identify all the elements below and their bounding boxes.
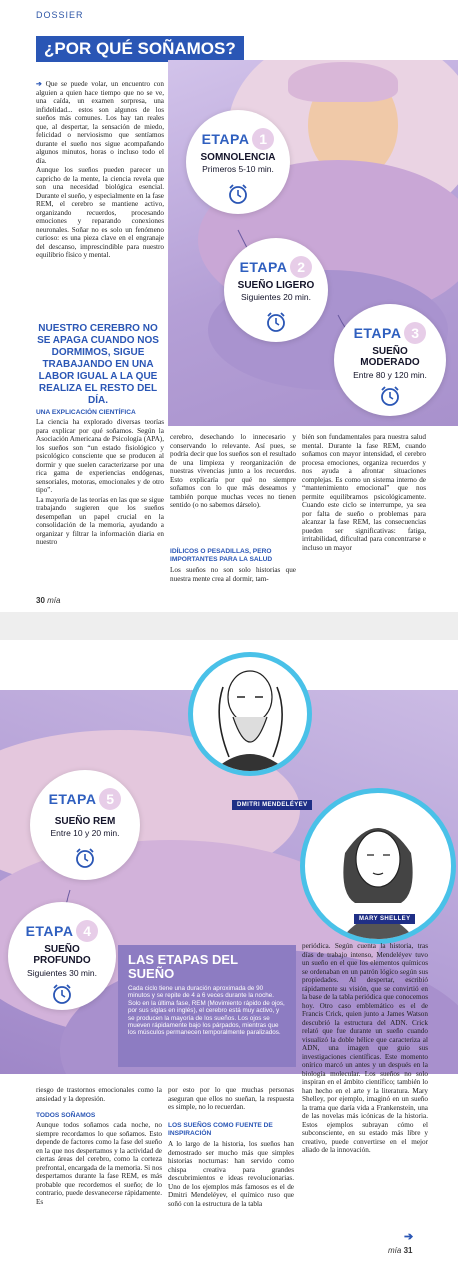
page-gap [0,612,458,640]
magazine-page-31 [0,640,458,1266]
section-label: DOSSIER [36,10,84,20]
stage-number: 3 [404,322,426,344]
stage-duration: Entre 10 y 20 min. [50,828,120,838]
subheading-todos: TODOS SOÑAMOS [36,1112,96,1119]
page-title: ¿POR QUÉ SOÑAMOS? [36,36,244,62]
info-box-title: LAS ETAPAS DEL SUEÑO [128,952,238,981]
subheading-pesadillas: IDÍLICOS O PESADILLAS, PERO IMPORTANTES PARA LA SALUD [170,548,273,563]
page-number: 30 [36,596,45,605]
stage-number: 2 [290,256,312,278]
stage-4-badge [8,902,116,1010]
col1-text-b: Aunque todos soñamos cada noche, no siempre recordamos lo que soñamos. Esto depende de factores como la fase del sueño en la que nos despertamos y la actividad de ciertas áreas del cerebro, como la corteza prefrontal, encargada de la memoria. Si nos despertamos durante la fase REM, es más probable que recordemos el sueño; de lo contrario, puede desvanecerse rápidamente. Es [36,1121,162,1206]
info-box-etapas [118,945,296,1067]
right-column-text: periódica. Según cuenta la historia, tras días de trabajo intenso, Mendeléyev tuvo un sueño en el que los elementos químicos se ordenaban en un patrón lógico según sus propiedades. Al despertar, escribió rápidamente su visión, que se convirtió en la base de la tabla periódica que conocemos hoy. Otro caso emblemático es el de Francis Crick, quien junto a James Watson descubrió la estructura del ADN. Crick relató que fue durante un sueño cuando visualizó la doble hélice que caracteriza al ADN, una imagen que guio sus investigaciones científicas. Este momento onírico marcó un antes y un después en la biología molecular. Los sueños no solo inspiran en el ámbito científico; también lo han hecho en el arte y la literatura. Mary Shelley, por ejemplo, imaginó en un sueño la trama que daría vida a Frankenstein, una de las novelas más icónicas de la historia. Estos ejemplos subrayan cómo el subconsciente, en su estado más libre y creativo, puede convertirse en el mejor aliado de la innovación. [302,942,428,1154]
stage-name: SUEÑO MODERADO [360,346,420,368]
stage-duration: Siguientes 30 min. [27,968,97,978]
col1-paragraph-1: La ciencia ha explorado diversas teorías para explicar por qué soñamos. Según la Asociación Americana de Psicología (APA), los sueños son “un estado fisiológico y psicológico consciente que se producen al dormir y que suelen caracterizarse por una rica gama de experiencias endógenas, sensoriales, motoras, emocionales y de otro tipo”. [36,418,164,494]
pull-quote: NUESTRO CEREBRO NO SE APAGA CUANDO NOS DORMIMOS, SIGUE TRABAJANDO EN UNA LABOR IGUAL A LA QUE REALIZA EL RESTO DEL DÍA. [37,323,159,406]
stage-label: ETAPA [201,131,250,147]
stage-label: ETAPA [239,259,288,275]
col2-text: por esto por lo que muchas personas aseguran que ellos no sueñan, la respuesta es simple, no lo recuerdan. [168,1086,294,1111]
stage-name: SUEÑO LIGERO [237,280,315,291]
magazine-page-30 [0,0,458,612]
portrait-mendeleyev [188,652,312,776]
stage-label: ETAPA [25,923,74,939]
brand-name: mía [47,596,61,605]
alarm-clock-icon [264,310,288,334]
stage-number: 5 [99,788,121,810]
stage-3-badge [334,304,446,416]
col1-text: riesgo de trastornos emocionales como la ansiedad y la depresión. [36,1086,162,1103]
stage-duration: Entre 80 y 120 min. [353,370,427,380]
stage-label: ETAPA [353,325,402,341]
col3-text: bién son fundamentales para nuestra salud mental. Durante la fase REM, cuando soñamos con mayor intensidad, el cerebro procesa emociones, organiza recuerdos y nos ayuda a afrontar situaciones complejas. Es como un sistema interno de “mantenimiento emocional” que nos permite equilibrarnos psicológicamente. Cuando este ciclo se interrumpe, ya sea por falta de sueño o problemas para alcanzar la fase REM, las consecuencias pueden ser significativas: fatiga, irritabilidad, dificultad para concentrarse e incluso un mayor [302,433,426,552]
stage-1-badge [186,110,290,214]
col2-text: cerebro, desechando lo innecesario y conservando lo relevante. Así pues, se podría decir que los sueños son el resultado de una limpieza y reorganización de nuestras vivencias junto a los recuerdos. Esto explicaría por qué no siempre soñamos con lo que más deseamos y también porque muchas veces no tienen sentido (o no sabemos dárselo). [170,433,296,509]
intro-paragraph-1: Que se puede volar, un encuentro con alguien a quien hace tiempo que no se ve, una caída, un examen sorpresa, una infidelidad... estos son algunos de los sueños más comunes. Los hay tan reales que, al despertar, la sensación de miedo, felicidad o nerviosismo que sentíamos durante el sueño nos sigue acompañando algunos minutos, horas o incluso todo el día. [36,80,164,165]
arrow-right-icon: ➔ [404,1231,414,1243]
page-number: 31 [403,1246,413,1255]
stage-number: 4 [76,920,98,942]
stage-2-badge [224,238,328,342]
alarm-clock-icon [226,182,250,206]
col1-paragraph-2: La mayoría de las teorías en las que se sigue trabajando sugieren que los sueños desempeñan un papel crucial en la consolidación de la memoria, ayudando a organizar y filtrar la información diaria en nuestro [36,495,164,546]
folio [388,1246,412,1255]
caption-shelley: MARY SHELLEY [354,914,415,924]
stage-5-badge [30,770,140,880]
brand-name: mía [388,1246,402,1255]
mendeleyev-illustration [193,657,307,771]
alarm-clock-icon [50,982,74,1006]
intro-paragraph-2: Aunque los sueños pueden parecer un capricho de la mente, la ciencia revela que son una necesidad biológica esencial. Durante el sueño, y especialmente en la fase REM, el cerebro se mantiene activo, organizando recuerdos, procesando emociones y reparando conexiones neuronales. Soñar no es solo un fenómeno curioso: es una pieza clave en el engranaje del descanso, imprescindible para nuestro equilibrio físico y mental. [36,166,164,259]
info-box-text: Cada ciclo tiene una duración aproximada de 90 minutos y se repite de 4 a 6 veces durante la noche. Solo en la última fase, REM (Movimiento rápido de ojos, por sus siglas en inglés), el cerebro está muy activo, y se producen la mayoría de los sueños. Los ojos se mueven rápidamente bajo los párpados, mientras que los músculos permanecen temporalmente paralizados. [128,985,285,1037]
col1-text [36,418,164,594]
stage-name: SUEÑO REM [54,816,116,827]
subheading-cientifica: UNA EXPLICACIÓN CIENTÍFICA [36,409,136,416]
stage-duration: Primeros 5-10 min. [202,164,274,174]
arrow-right-icon: ➔ [36,80,43,88]
caption-mendeleyev: DMITRI MENDELÉYEV [232,800,312,810]
folio [36,596,60,605]
subheading-inspiracion: LOS SUEÑOS COMO FUENTE DE INSPIRACIÓN [168,1122,273,1137]
intro-text [36,80,164,316]
stage-name: SOMNOLENCIA [200,152,276,163]
alarm-clock-icon [73,846,97,870]
stage-number: 1 [252,128,274,150]
col2-text-b: Los sueños no son solo historias que nuestra mente crea al dormir, tam- [170,566,296,583]
stage-label: ETAPA [48,791,97,807]
col2-text-b: A lo largo de la historia, los sueños han demostrado ser mucho más que simples historias nocturnas: han servido como chispa creativa para grandes descubrimientos e ideas revolucionarias. Uno de los ejemplos más famosos es el de Dmitri Mendeléyev, el químico ruso que soñó con la estructura de la tabla [168,1140,294,1208]
stage-name: SUEÑO PROFUNDO [33,944,91,966]
stage-duration: Siguientes 20 min. [241,292,311,302]
alarm-clock-icon [378,384,402,408]
